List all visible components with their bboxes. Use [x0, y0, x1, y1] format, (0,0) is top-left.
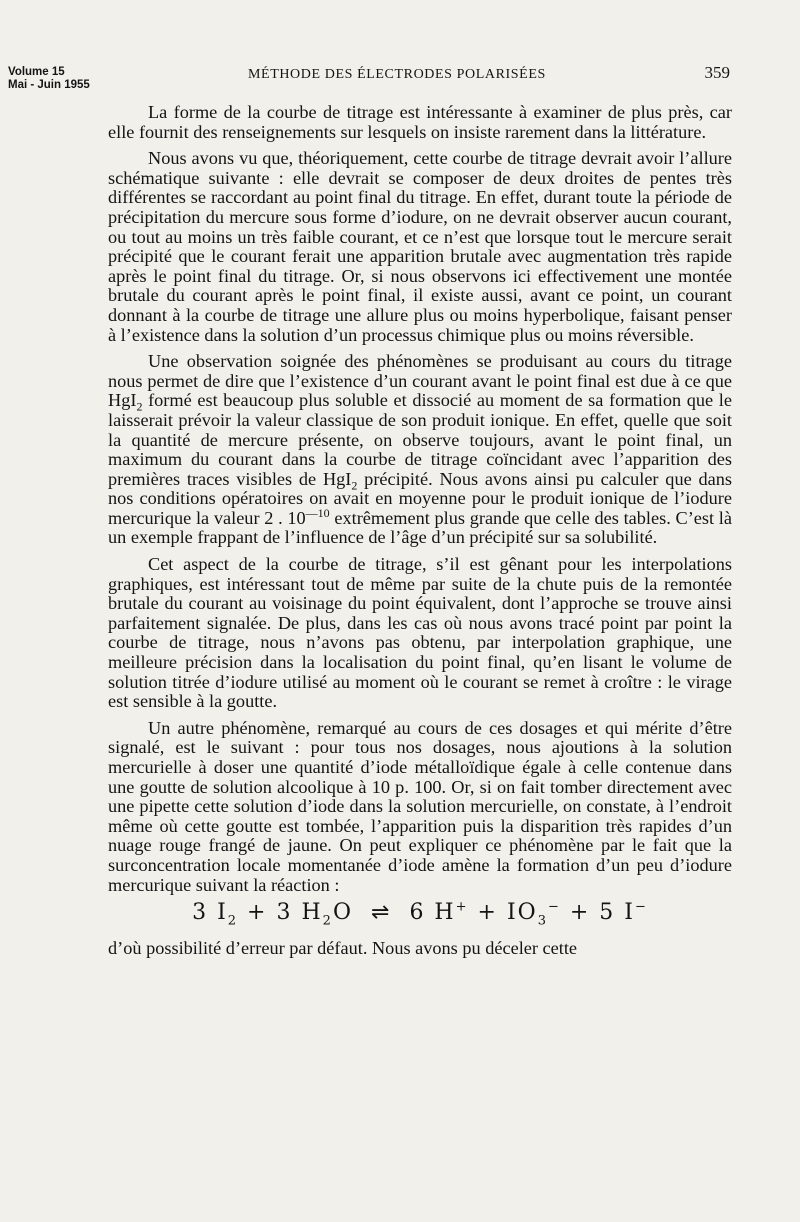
paragraph-3-part-b: formé est beaucoup plus soluble et dissocié au moment de sa formation que le laisserait prévoir la valeur classique de son produit ionique. En effet, quelle que soit la quantité de mercure présente, on observe toujours, avant le point final, un maximum du courant dans la courbe de titrage coïncidant avec l’apparition des premières traces visibles de HgI — [108, 390, 732, 489]
eq-iodate: + IO — [468, 900, 538, 926]
body-text — [108, 103, 732, 965]
paragraph-3 — [108, 352, 732, 548]
running-title: MÉTHODE DES ÉLECTRODES POLARISÉES — [248, 67, 546, 82]
hgi2-subscript: 2 — [136, 399, 143, 414]
paragraph-3-part-d: extrêmement plus grande que celle des tables. C’est là un exemple frappant de l’influence de l’âge d’un précipité sur sa solubilité. — [108, 507, 732, 548]
eq-hydrogen: 6 H — [409, 900, 456, 926]
reaction-equation — [108, 899, 732, 929]
page-number: 359 — [704, 63, 730, 82]
paragraph-3-part-a: Une observation soignée des phénomènes se produisant au cours du titrage nous permet de dire que l’existence d’un courant avant le point final est due à ce que HgI — [108, 351, 732, 411]
paragraph-6: d’où possibilité d’erreur par défaut. Nous avons pu déceler cette — [108, 937, 578, 958]
eq-hydrogen-sup: + — [455, 899, 469, 915]
paragraph-3-part-c: précipité. Nous avons ainsi pu calculer que dans nos conditions opératoires on avait en moyenne pour le produit ionique de l’iodure mercurique la valeur 2 . 10 — [108, 468, 732, 528]
exponent: —10 — [305, 505, 330, 520]
eq-iodate-sub: 3 — [537, 913, 548, 929]
equilibrium-arrow-icon: ⇌ — [371, 900, 392, 926]
eq-water: + 3 H — [238, 900, 323, 926]
eq-iodine: 3 I — [192, 900, 228, 926]
hgi2-subscript-2: 2 — [351, 478, 358, 493]
eq-iodine-sub: 2 — [227, 913, 239, 929]
paragraph-5: Un autre phénomène, remarqué au cours de ces dosages et qui mérite d’être signalé, est le suivant : pour tous nos dosages, nous ajoutions à la solution mercurielle à doser une quantité d’iode métalloïdique égale à celle contenue dans une goutte de solution alcoolique à 10 p. 100. Or, si on fait tomber directement avec une pipette cette solution d’iode dans la solution mercurielle, on constate, à l’endroit même où cette goutte est tombée, l’apparition puis la disparition très rapides d’un nuage rouge frangé de jaune. On peut expliquer ce phénomène par le fait que la surconcentration locale momentanée d’iode amène la formation d’un peu d’iodure mercurique suivant la réaction : — [108, 717, 732, 895]
paragraph-4: Cet aspect de la courbe de titrage, s’il est gênant pour les interpolations graphiques, est intéressant tout de même par suite de la chute puis de la remontée brutale du courant au voisinage du point équivalent, dont l’approche se trouve ainsi parfaitement signalée. De plus, dans les cas où nous avons tracé point par point la courbe de titrage, nous n’avons pas obtenu, par interpolation graphique, une meilleure précision dans la localisation du point final, qu’en lisant le volume de solution titrée d’iodure utilisé au moment où le courant se remet à croître : le virage est sensible à la goutte. — [108, 554, 732, 712]
volume-label: Volume 15 — [8, 66, 65, 78]
eq-water-o: O — [332, 900, 353, 926]
paragraph-1: La forme de la courbe de titrage est intéressante à examiner de plus près, car elle fournit des renseignements sur lesquels on insiste rarement dans la littérature. — [108, 102, 732, 142]
volume-issue-info — [8, 66, 90, 92]
eq-iodide-sup: − — [634, 899, 648, 915]
paragraph-2: Nous avons vu que, théoriquement, cette courbe de titrage devrait avoir l’allure schématique suivante : elle devrait se composer de deux droites de pentes très différentes se raccordant au point final du titrage. En effet, durant toute la période de précipitation du mercure sous forme d’iodure, on ne devrait observer aucun courant, ou tout au moins un très faible courant, et ce n’est que lorsque tout le mercure serait précipité que le courant ferait une apparition brutale avec augmentation très rapide après le point final du titrage. Or, si nous observons ici effectivement une montée brutale du courant après le point final, il existe aussi, avant ce point, un courant donnant à la courbe de titrage une allure plus ou moins hyperbolique, faisant penser à l’existence dans la solution d’un processus chimique plus ou moins réversible. — [108, 148, 732, 345]
issue-label: Mai - Juin 1955 — [8, 79, 90, 91]
eq-iodate-sup: − — [547, 899, 561, 915]
eq-water-sub: 2 — [322, 913, 333, 929]
eq-iodide: + 5 I — [560, 900, 635, 926]
